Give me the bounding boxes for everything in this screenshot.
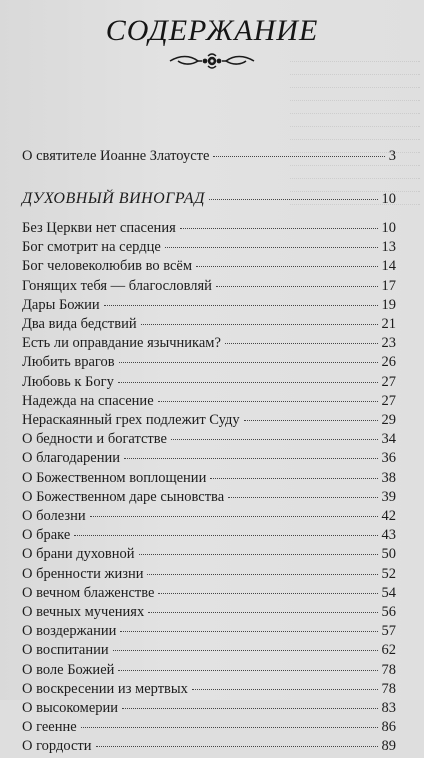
toc-entry-page: 17 [381, 277, 396, 294]
toc-entry[interactable] [22, 220, 396, 240]
toc-entry-label: Бог смотрит на сердце [22, 239, 161, 256]
toc-entry-label: О Божественном воплощении [22, 469, 207, 486]
toc-entry-label: Два вида бедствий [22, 316, 137, 332]
toc-entry[interactable] [22, 508, 396, 528]
dot-leader [216, 286, 378, 287]
toc-entry-page: 27 [381, 392, 396, 409]
toc-entry[interactable] [22, 738, 396, 758]
toc-entry-label: О высокомерии [22, 700, 119, 716]
toc-entry-label: О бренности жизни [22, 565, 144, 582]
dot-leader [104, 305, 378, 306]
dot-leader [119, 362, 378, 363]
dot-leader [147, 574, 377, 575]
dot-leader [113, 650, 378, 651]
toc-entry-page: 14 [381, 258, 396, 275]
toc-entry-page: 56 [381, 604, 396, 620]
dot-leader [213, 156, 384, 157]
dot-leader [225, 343, 378, 344]
toc-entry-label: О воскресении из мертвых [22, 680, 188, 697]
dot-leader [122, 708, 377, 709]
toc-entry-label: Бог человеколюбив во всём [22, 258, 193, 275]
toc-entry-label: О вечных мучениях [22, 604, 145, 620]
toc-entry[interactable] [22, 681, 396, 701]
toc-entry-label: Нераскаянный грех подлежит Суду [22, 412, 240, 428]
toc-entry-label: О вечном блаженстве [22, 584, 155, 601]
toc-entry-page: 62 [381, 642, 396, 659]
dot-leader [180, 228, 378, 229]
toc-entry-page: 43 [381, 527, 396, 544]
toc-entry[interactable] [22, 354, 396, 374]
toc-entry[interactable] [22, 316, 396, 336]
toc-entry-page: 83 [381, 700, 396, 716]
toc-entry[interactable] [22, 604, 396, 624]
page-title: СОДЕРЖАНИЕ [105, 14, 319, 47]
toc-entry-page: 26 [381, 354, 396, 371]
toc-entry-label: Надежда на спасение [22, 392, 154, 409]
toc-entry[interactable] [22, 470, 396, 490]
toc-entry[interactable] [22, 662, 396, 682]
toc-entry-page: 86 [381, 719, 396, 736]
floral-divider-icon [168, 52, 256, 70]
toc-entry[interactable] [22, 719, 396, 739]
toc-entry[interactable] [22, 412, 396, 432]
toc-entry-page: 19 [381, 296, 396, 313]
toc-entry-page: 27 [381, 373, 396, 390]
dot-leader [118, 382, 378, 383]
toc-entry-page: 3 [388, 148, 396, 164]
toc-entry-page: 34 [381, 431, 396, 448]
toc-entry-label: О благодарении [22, 450, 120, 467]
toc-entry-label: Есть ли оправдание язычникам? [22, 335, 221, 352]
toc-entry[interactable] [22, 623, 396, 643]
dot-leader [96, 746, 378, 747]
toc-entry-label: О болезни [22, 508, 86, 524]
toc-entry-label: Любовь к Богу [22, 373, 114, 390]
dot-leader [158, 401, 378, 402]
toc-entry-page: 10 [381, 220, 396, 236]
toc-entry[interactable] [22, 335, 396, 355]
dot-leader [192, 689, 378, 690]
toc-entry[interactable] [22, 450, 396, 470]
toc-entry[interactable] [22, 642, 396, 662]
section-page: 10 [381, 191, 396, 207]
toc-entry[interactable] [22, 297, 396, 317]
toc-entry[interactable] [22, 527, 396, 547]
toc-entry[interactable] [22, 258, 396, 278]
toc-entry-label: О Божественном даре сыновства [22, 488, 225, 505]
toc-entry-page: 78 [381, 680, 396, 697]
dot-leader [171, 439, 378, 440]
toc-entry-label: О воздержании [22, 623, 117, 640]
toc-entry-page: 21 [381, 316, 396, 332]
dot-leader [139, 554, 378, 555]
dot-leader [90, 516, 378, 517]
toc-entry-page: 78 [381, 661, 396, 678]
toc-entry-label: Без Церкви нет спасения [22, 220, 176, 236]
toc-entry[interactable] [22, 431, 396, 451]
toc-entry-label: О воле Божией [22, 661, 115, 678]
toc-entry-page: 89 [381, 738, 396, 755]
toc-entry[interactable] [22, 585, 396, 605]
toc-entry-label: Любить врагов [22, 354, 115, 371]
dot-leader [74, 535, 377, 536]
dot-leader [196, 266, 377, 267]
toc-entry-label: О воспитании [22, 642, 109, 659]
section-label: ДУХОВНЫЙ ВИНОГРАД [22, 190, 205, 207]
dot-leader [120, 631, 377, 632]
toc-entry[interactable] [22, 489, 396, 509]
dot-leader [210, 478, 377, 479]
dot-leader [209, 199, 378, 200]
dot-leader [148, 612, 377, 613]
dot-leader [124, 458, 378, 459]
toc-entry-page: 38 [381, 469, 396, 486]
toc-entry-label: О геенне [22, 719, 77, 736]
toc-entry-label: О гордости [22, 738, 92, 755]
toc-entry[interactable] [22, 393, 396, 413]
dot-leader [81, 727, 378, 728]
dot-leader [158, 593, 377, 594]
toc-entry-page: 57 [381, 623, 396, 640]
show-through-text [290, 50, 420, 210]
dot-leader [165, 247, 378, 248]
toc-entry-intro[interactable] [22, 148, 396, 168]
toc-entry-page: 42 [381, 508, 396, 524]
toc-entry[interactable] [22, 566, 396, 586]
dot-leader [244, 420, 378, 421]
toc-entry[interactable] [22, 546, 396, 566]
toc-entry-page: 36 [381, 450, 396, 467]
toc-entry-page: 50 [381, 546, 396, 563]
toc-entry-label: О брани духовной [22, 546, 135, 563]
toc-entry-label: О браке [22, 527, 71, 544]
dot-leader [118, 670, 377, 671]
toc-entry[interactable] [22, 700, 396, 720]
toc-entry-label: О бедности и богатстве [22, 431, 167, 448]
toc-entry-page: 52 [381, 565, 396, 582]
toc-entry[interactable] [22, 374, 396, 394]
toc-entry-page: 54 [381, 584, 396, 601]
toc-entry-label: Дары Божии [22, 296, 100, 313]
toc-entry-page: 13 [381, 239, 396, 256]
toc-entry[interactable] [22, 239, 396, 259]
toc-entry[interactable] [22, 278, 396, 298]
toc-entry-page: 29 [381, 412, 396, 428]
dot-leader [141, 324, 378, 325]
toc-entry-label: Гонящих тебя — благословляй [22, 277, 212, 294]
toc-entry-label: О святителе Иоанне Златоусте [22, 148, 210, 164]
toc-entry-page: 23 [381, 335, 396, 352]
toc-section-heading[interactable] [22, 190, 396, 212]
toc-entry-page: 39 [381, 488, 396, 505]
dot-leader [228, 497, 377, 498]
